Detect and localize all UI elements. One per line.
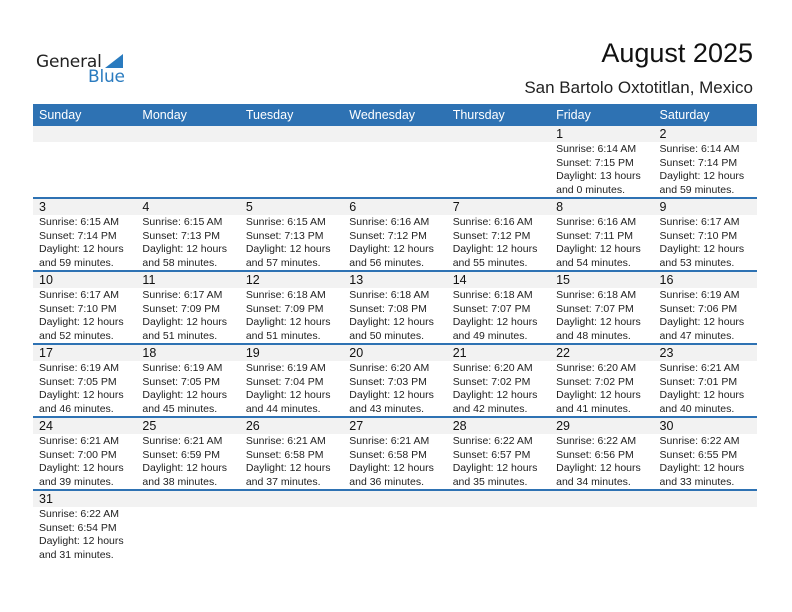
sunset-text: Sunset: 7:14 PM [659,156,738,169]
weekday-wednesday: Wednesday [349,108,416,122]
day-number [654,491,757,507]
sunset-text: Sunset: 7:10 PM [659,229,738,242]
minutes-text: and 48 minutes. [556,329,631,342]
day-cell [33,142,136,197]
daylight-text: Daylight: 12 hours [659,389,745,401]
date-band [33,272,757,288]
day-number [447,126,550,142]
sunset-text: Sunset: 7:05 PM [39,375,117,388]
sunrise-text: Sunrise: 6:22 AM [39,508,119,520]
day-cell [136,507,239,562]
sunset-text: Sunset: 7:14 PM [39,229,117,242]
day-cell [136,434,239,489]
sunset-text: Sunset: 7:13 PM [142,229,221,242]
sunset-text: Sunset: 7:05 PM [142,375,221,388]
day-number: 23 [659,346,674,360]
daylight-text: Daylight: 12 hours [39,535,124,547]
sunset-text: Sunset: 7:06 PM [659,302,738,315]
sunrise-text: Sunrise: 6:18 AM [245,289,326,301]
daylight-text: Daylight: 13 hours [556,170,641,182]
daylight-text: Daylight: 12 hours [39,243,124,255]
day-number [240,126,343,142]
minutes-text: and 56 minutes. [349,256,424,269]
day-number: 29 [556,419,571,433]
day-cell [550,507,653,562]
day-number: 17 [39,346,53,360]
daylight-text: Daylight: 12 hours [349,462,434,474]
sunset-text: Sunset: 6:58 PM [245,448,324,461]
weekday-saturday: Saturday [659,108,710,122]
day-number: 30 [659,419,674,433]
day-number: 14 [452,273,467,287]
week-row [33,199,757,272]
day-number: 7 [452,200,460,214]
day-number [240,491,343,507]
weekday-tuesday: Tuesday [245,108,294,122]
sunset-text: Sunset: 7:01 PM [659,375,738,388]
sunset-text: Sunset: 7:12 PM [349,229,427,242]
minutes-text: and 42 minutes. [452,402,528,415]
daylight-text: Daylight: 12 hours [245,389,331,401]
daylight-text: Daylight: 12 hours [452,389,538,401]
minutes-text: and 33 minutes. [659,475,735,488]
day-cell [654,288,757,343]
sunset-text: Sunset: 6:58 PM [349,448,427,461]
day-number [33,126,136,142]
day-cell [136,361,239,416]
day-cell [136,142,239,197]
sunset-text: Sunset: 7:12 PM [452,229,531,242]
sunrise-text: Sunrise: 6:17 AM [39,289,119,301]
weekday-sunday: Sunday [39,108,82,122]
logo-triangle-icon [105,54,123,68]
sunrise-text: Sunrise: 6:20 AM [349,362,430,374]
daylight-text: Daylight: 12 hours [142,316,228,328]
daylight-text: Daylight: 12 hours [556,316,641,328]
day-cell [136,288,239,343]
day-cell [447,507,550,562]
day-cell [343,215,446,270]
day-cell [240,215,343,270]
date-band [33,199,757,215]
minutes-text: and 55 minutes. [452,256,528,269]
day-number [136,491,239,507]
day-number: 19 [245,346,260,360]
day-number: 22 [556,346,571,360]
day-number: 6 [349,200,357,214]
day-cell [240,288,343,343]
daylight-text: Daylight: 12 hours [39,389,124,401]
day-details-row [33,142,757,197]
sunrise-text: Sunrise: 6:21 AM [659,362,740,374]
day-cell [654,434,757,489]
minutes-text: and 31 minutes. [39,548,114,561]
day-number: 4 [142,200,150,214]
day-cell [240,434,343,489]
sunrise-text: Sunrise: 6:19 AM [659,289,740,301]
day-cell [33,507,136,562]
day-number: 1 [556,127,564,141]
minutes-text: and 57 minutes. [245,256,321,269]
sunrise-text: Sunrise: 6:14 AM [659,143,740,155]
page-title: August 2025 [601,38,753,68]
day-number: 15 [556,273,571,287]
weekday-friday: Friday [556,108,591,122]
minutes-text: and 54 minutes. [556,256,631,269]
sunrise-text: Sunrise: 6:15 AM [245,216,326,228]
minutes-text: and 51 minutes. [142,329,218,342]
logo-text-general: General [36,52,102,72]
date-band [33,345,757,361]
sunset-text: Sunset: 7:07 PM [452,302,531,315]
day-cell [447,361,550,416]
day-cell [447,215,550,270]
day-cell [240,142,343,197]
day-number: 28 [452,419,467,433]
sunset-text: Sunset: 6:54 PM [39,521,117,534]
week-row [33,272,757,345]
minutes-text: and 0 minutes. [556,183,625,196]
sunrise-text: Sunrise: 6:19 AM [245,362,326,374]
day-cell [550,288,653,343]
week-row [33,126,757,199]
week-row [33,345,757,418]
sunrise-text: Sunrise: 6:22 AM [452,435,533,447]
minutes-text: and 49 minutes. [452,329,528,342]
sunset-text: Sunset: 7:09 PM [245,302,324,315]
day-details-row [33,434,757,489]
date-band [33,491,757,507]
daylight-text: Daylight: 12 hours [142,243,228,255]
minutes-text: and 40 minutes. [659,402,735,415]
minutes-text: and 36 minutes. [349,475,424,488]
sunrise-text: Sunrise: 6:17 AM [659,216,740,228]
sunset-text: Sunset: 6:57 PM [452,448,531,461]
location-subtitle: San Bartolo Oxtotitlan, Mexico [524,78,753,97]
sunrise-text: Sunrise: 6:21 AM [349,435,430,447]
daylight-text: Daylight: 12 hours [349,243,434,255]
day-cell [654,142,757,197]
calendar [33,104,757,564]
daylight-text: Daylight: 12 hours [245,462,331,474]
minutes-text: and 50 minutes. [349,329,424,342]
sunset-text: Sunset: 7:11 PM [556,229,633,242]
minutes-text: and 51 minutes. [245,329,321,342]
sunrise-text: Sunrise: 6:16 AM [556,216,637,228]
sunset-text: Sunset: 7:10 PM [39,302,117,315]
day-number: 12 [245,273,260,287]
sunrise-text: Sunrise: 6:20 AM [452,362,533,374]
sunrise-text: Sunrise: 6:20 AM [556,362,637,374]
day-number: 26 [245,419,260,433]
day-cell [654,361,757,416]
daylight-text: Daylight: 12 hours [659,243,745,255]
sunrise-text: Sunrise: 6:15 AM [142,216,223,228]
day-cell [343,434,446,489]
week-row [33,491,757,564]
day-number: 9 [659,200,667,214]
logo [36,52,136,88]
day-number: 24 [39,419,53,433]
day-number: 10 [39,273,53,287]
daylight-text: Daylight: 12 hours [245,243,331,255]
weekday-monday: Monday [142,108,187,122]
sunrise-text: Sunrise: 6:15 AM [39,216,119,228]
sunrise-text: Sunrise: 6:22 AM [659,435,740,447]
minutes-text: and 37 minutes. [245,475,321,488]
minutes-text: and 45 minutes. [142,402,218,415]
day-number: 31 [39,492,53,506]
sunset-text: Sunset: 7:02 PM [556,375,634,388]
minutes-text: and 38 minutes. [142,475,218,488]
day-cell [240,507,343,562]
sunset-text: Sunset: 6:59 PM [142,448,221,461]
minutes-text: and 41 minutes. [556,402,631,415]
day-cell [447,434,550,489]
sunset-text: Sunset: 7:04 PM [245,375,324,388]
sunset-text: Sunset: 7:15 PM [556,156,634,169]
sunrise-text: Sunrise: 6:21 AM [39,435,119,447]
sunrise-text: Sunrise: 6:21 AM [142,435,223,447]
date-band [33,126,757,142]
daylight-text: Daylight: 12 hours [349,389,434,401]
sunset-text: Sunset: 7:08 PM [349,302,427,315]
minutes-text: and 58 minutes. [142,256,218,269]
day-cell [550,361,653,416]
day-number [550,491,653,507]
day-cell [550,215,653,270]
day-details-row [33,288,757,343]
day-cell [33,361,136,416]
day-cell [33,215,136,270]
day-number [136,126,239,142]
day-number: 21 [452,346,467,360]
sunrise-text: Sunrise: 6:22 AM [556,435,637,447]
day-cell [33,288,136,343]
day-number: 13 [349,273,364,287]
sunrise-text: Sunrise: 6:16 AM [349,216,430,228]
sunset-text: Sunset: 7:09 PM [142,302,221,315]
minutes-text: and 44 minutes. [245,402,321,415]
minutes-text: and 34 minutes. [556,475,631,488]
day-number: 8 [556,200,564,214]
day-cell [447,142,550,197]
minutes-text: and 39 minutes. [39,475,114,488]
sunrise-text: Sunrise: 6:16 AM [452,216,533,228]
sunrise-text: Sunrise: 6:17 AM [142,289,223,301]
day-number: 2 [659,127,667,141]
calendar-weeks [33,126,757,564]
date-band [33,418,757,434]
weekday-thursday: Thursday [452,108,505,122]
daylight-text: Daylight: 12 hours [349,316,434,328]
day-number: 18 [142,346,157,360]
sunrise-text: Sunrise: 6:19 AM [39,362,119,374]
minutes-text: and 43 minutes. [349,402,424,415]
daylight-text: Daylight: 12 hours [142,462,228,474]
day-number: 5 [245,200,253,214]
sunrise-text: Sunrise: 6:18 AM [452,289,533,301]
day-number: 20 [349,346,364,360]
day-cell [447,288,550,343]
day-cell [343,507,446,562]
daylight-text: Daylight: 12 hours [556,462,641,474]
day-cell [654,507,757,562]
logo-text-blue: Blue [88,67,125,87]
daylight-text: Daylight: 12 hours [452,316,538,328]
daylight-text: Daylight: 12 hours [452,462,538,474]
day-cell [136,215,239,270]
minutes-text: and 35 minutes. [452,475,528,488]
minutes-text: and 52 minutes. [39,329,114,342]
day-number: 3 [39,200,46,214]
sunset-text: Sunset: 6:56 PM [556,448,634,461]
day-number [343,491,446,507]
daylight-text: Daylight: 12 hours [659,316,745,328]
daylight-text: Daylight: 12 hours [452,243,538,255]
daylight-text: Daylight: 12 hours [39,316,124,328]
day-number: 27 [349,419,364,433]
day-number: 25 [142,419,157,433]
sunrise-text: Sunrise: 6:18 AM [349,289,430,301]
sunset-text: Sunset: 6:55 PM [659,448,738,461]
daylight-text: Daylight: 12 hours [659,462,745,474]
day-cell [33,434,136,489]
day-details-row [33,215,757,270]
day-cell [654,215,757,270]
sunset-text: Sunset: 7:00 PM [39,448,117,461]
minutes-text: and 53 minutes. [659,256,735,269]
day-cell [550,142,653,197]
day-details-row [33,507,757,562]
sunset-text: Sunset: 7:02 PM [452,375,531,388]
sunrise-text: Sunrise: 6:19 AM [142,362,223,374]
minutes-text: and 59 minutes. [39,256,114,269]
day-cell [240,361,343,416]
daylight-text: Daylight: 12 hours [142,389,228,401]
sunset-text: Sunset: 7:13 PM [245,229,324,242]
daylight-text: Daylight: 12 hours [245,316,331,328]
minutes-text: and 47 minutes. [659,329,735,342]
minutes-text: and 59 minutes. [659,183,735,196]
sunset-text: Sunset: 7:07 PM [556,302,634,315]
daylight-text: Daylight: 12 hours [39,462,124,474]
day-cell [550,434,653,489]
sunrise-text: Sunrise: 6:18 AM [556,289,637,301]
sunrise-text: Sunrise: 6:21 AM [245,435,326,447]
sunset-text: Sunset: 7:03 PM [349,375,427,388]
sunrise-text: Sunrise: 6:14 AM [556,143,637,155]
day-number: 16 [659,273,674,287]
day-cell [343,288,446,343]
day-cell [343,142,446,197]
daylight-text: Daylight: 12 hours [556,389,641,401]
minutes-text: and 46 minutes. [39,402,114,415]
day-number [447,491,550,507]
day-details-row [33,361,757,416]
daylight-text: Daylight: 12 hours [556,243,641,255]
week-row [33,418,757,491]
daylight-text: Daylight: 12 hours [659,170,745,182]
day-cell [343,361,446,416]
weekday-header [33,104,757,126]
day-number: 11 [142,273,156,287]
day-number [343,126,446,142]
